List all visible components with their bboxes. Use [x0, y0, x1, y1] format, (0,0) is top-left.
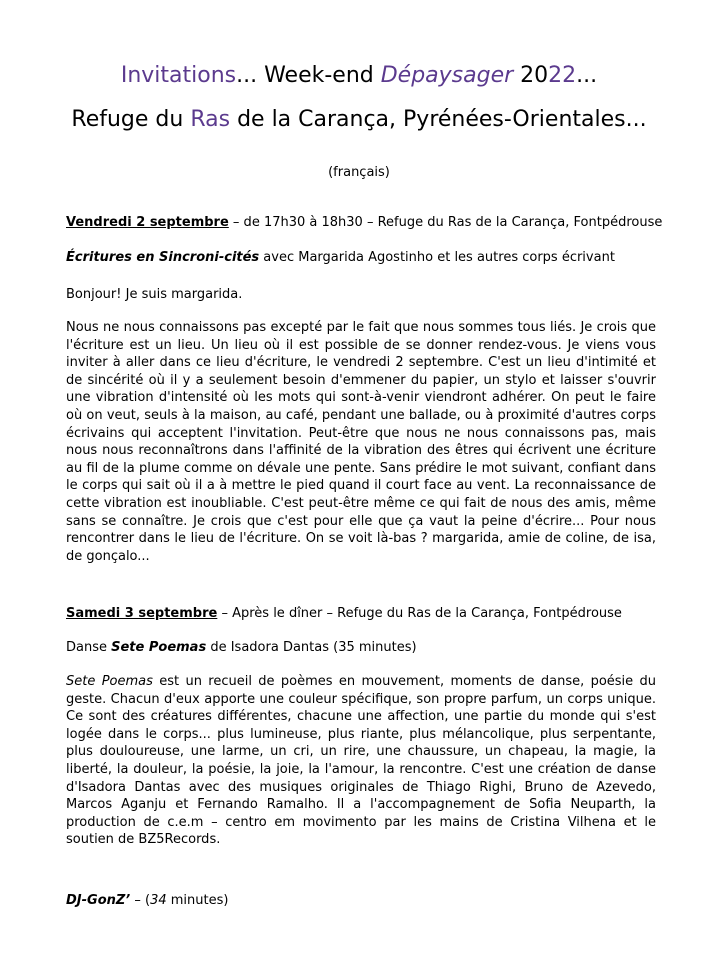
friday-heading	[66, 214, 663, 232]
title-year-prefix: 20	[513, 63, 549, 88]
title-year-suffix: 22	[548, 63, 577, 88]
saturday-dance-title: Sete Poemas	[111, 640, 207, 655]
dj-duration: 34	[150, 893, 167, 908]
main-title	[0, 62, 718, 90]
saturday-dance	[66, 639, 656, 657]
friday-event-title: Écritures en Sincroni-cités	[66, 250, 260, 265]
dj-rest: minutes)	[166, 893, 229, 908]
friday-date: Vendredi 2 septembre	[66, 215, 229, 230]
title-weekend: ... Week-end	[236, 63, 381, 88]
title-ellipsis: ...	[576, 63, 598, 88]
subtitle	[0, 106, 718, 134]
saturday-body-text: est un recueil de poèmes en mouvement, moments de danse, poésie du geste. Chacun d'eux apporte une couleur spécifique, son propre parfum, un corps unique. Ce sont des créatures différentes, chacune une affection, une partie du monde qui s'est logée dans le corps... plus lumineuse, plus riante, plus mélancolique, plus serpentante, plus douloureuse, une larme, un cri, un rire, une chaussure, un chapeau, la magie, la liberté, la douleur, la poésie, la joie, la l'amour, la rencontre. C'est une création de danse d'Isadora Dantas avec des musiques originales de Thiago Righi, Bruno de Azevedo, Marcos Aganju et Fernando Ramalho. Il a l'accompagnement de Sofia Neuparth, la production de c.e.m – centro em movimento par les mains de Cristina Vilhena et le soutien de BZ5Records.	[66, 674, 656, 848]
friday-body: Nous ne nous connaissons pas excepté par le fait que nous sommes tous liés. Je crois que l'écriture est un lieu. Un lieu où il est possible de se donner rendez-vous. Je viens vous inviter à aller dans ce lieu d'écriture, le vendredi 2 septembre. C'est un lieu d'intimité et de sincérité où il y a seulement besoin d'emmener du papier, un stylo et laisser s'ouvrir une vibration d'intensité où les mots qui sont-à-venir viendront adhérer. On peut le faire où on veut, seuls à la maison, au café, pendant une ballade, ou à proximité d'autres corps écrivains qui acceptent l'invitation. Peut-être que nous ne nous connaissons pas, mais nous nous reconnaîtrons dans l'affinité de la vibration des êtres qui écrivent une écriture au fil de la plume comme on dévale une pente. Sans prédire le mot suivant, confiant dans le corps qui sait où il a à mettre le pied quand il court face au vent. La reconnaissance de cette vibration est inoubliable. C'est peut-être même ce qui fait de nous des amis, même sans se connaître. Je crois que c'est pour elle que ça vaut la peine d'écrire... Pour nous rencontrer dans le lieu de l'écriture. On se voit là-bas ? margarida, amie de coline, de isa, de gonçalo...	[66, 320, 656, 564]
friday-event-rest: avec Margarida Agostinho et les autres corps écrivant	[259, 250, 615, 265]
friday-greeting: Bonjour! Je suis margarida.	[66, 287, 243, 302]
saturday-heading	[66, 605, 656, 623]
title-depaysager: Dépaysager	[380, 63, 514, 88]
title-invitations: Invitations	[120, 63, 237, 88]
friday-event	[66, 249, 656, 267]
friday-details: – de 17h30 à 18h30 – Refuge du Ras de la Carança, Fontpédrouse	[228, 215, 663, 230]
dj-line	[66, 892, 656, 910]
saturday-dance-prefix: Danse	[66, 640, 112, 655]
dj-sep: – (	[130, 893, 151, 908]
subtitle-rest: de la Carança, Pyrénées-Orientales...	[230, 107, 647, 132]
saturday-body	[66, 673, 656, 849]
saturday-details: – Après le dîner – Refuge du Ras de la Carança, Fontpédrouse	[217, 606, 622, 621]
subtitle-ras: Ras	[190, 107, 231, 132]
saturday-date: Samedi 3 septembre	[66, 606, 218, 621]
saturday-body-title: Sete Poemas	[66, 674, 153, 689]
subtitle-refuge: Refuge du	[71, 107, 191, 132]
saturday-dance-rest: de Isadora Dantas (35 minutes)	[206, 640, 417, 655]
language-label: (français)	[328, 165, 390, 180]
dj-name: DJ-GonZ’	[66, 893, 131, 908]
